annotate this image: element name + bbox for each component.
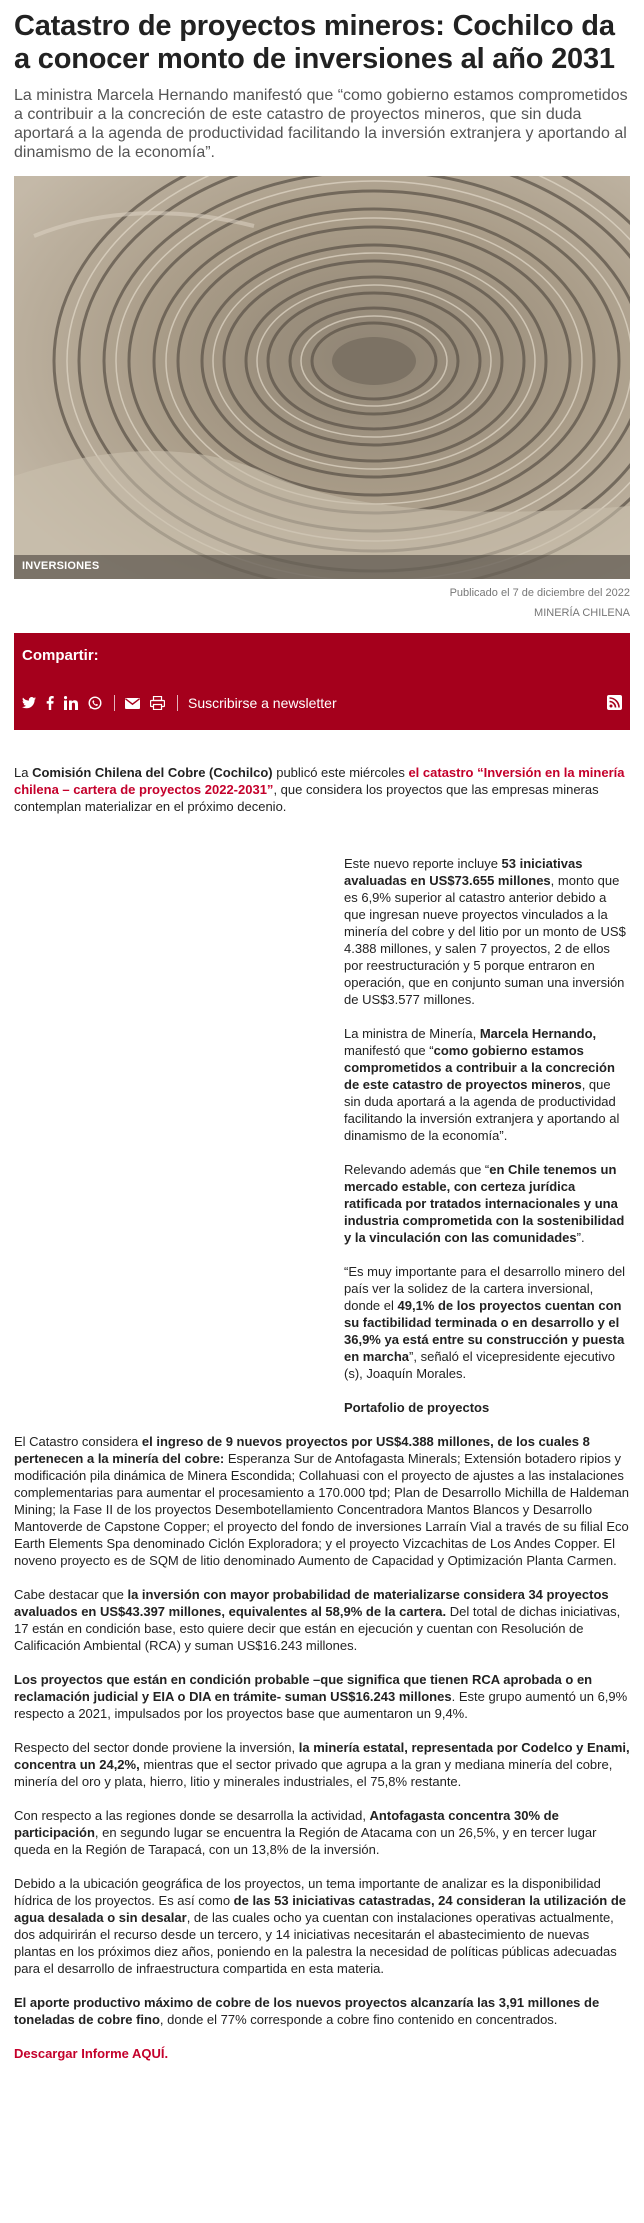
body-full-width <box>14 1433 630 2062</box>
share-divider-2 <box>177 695 178 711</box>
intro-paragraph: La Comisión Chilena del Cobre (Cochilco) publicó este miércoles el catastro “Inversión en la minería chilena – cartera de proyectos 2022-2031”, que considera los proyectos que las empresas mineras contemplan materializar en el próximo decenio. <box>14 765 625 814</box>
facebook-icon[interactable] <box>46 696 54 710</box>
email-icon[interactable] <box>125 698 140 709</box>
newsletter-link[interactable]: Suscribirse a newsletter <box>188 695 337 711</box>
paragraph-new-projects: El Catastro considera el ingreso de 9 nuevos proyectos por US$4.388 millones, de los cuales 8 pertenecen a la minería del cobre: Esperanza Sur de Antofagasta Minerals; Extensión botadero ripios y modificación pila dinámica de Minera Escondida; Collahuasi con el proyecto de ajustes a las instalaciones complementarias para aumentar el procesamiento a 170.000 tpd; Plan de Desarrollo Michilla de Haldeman Mining; la Fase II de los proyectos Desembotellamiento Concentradora Mantos Blancos y Desarrollo Mantoverde de Capstone Copper; el proyecto del fondo de inversiones Larraín Vial a través de su filial Eco Earth Elements Spa denominado Ciclón Exploradora; y el proyecto Vizcachitas de Los Andes Copper. El noveno proyecto es de SQM de litio denominado Aumento de Capacidad y Optimización Planta Carmen. <box>14 1434 629 1568</box>
share-bar <box>14 633 630 730</box>
right-column <box>344 855 630 1416</box>
share-divider <box>114 695 115 711</box>
share-icons <box>22 693 337 713</box>
paragraph-sector: Respecto del sector donde proviene la inversión, la minería estatal, representada por Codelco y Enami, concentra un 24,2%, mientras que el sector privado que agrupa a la gran y mediana minería del cobre, minería del oro y plata, hierro, litio y minerales industriales, el 75,8% restante. <box>14 1740 630 1789</box>
hero-image <box>14 176 630 579</box>
paragraph-water: Debido a la ubicación geográfica de los proyectos, un tema importante de analizar es la disponibilidad hídrica de los proyectos. Es así como de las 53 iniciativas catastradas, 24 consideran la utilización de agua desalada o sin desalar, de las cuales ocho ya cuentan con instalaciones operativas actualmente, dos adquirirán el recurso desde un tercero, y 14 iniciativas necesitarán el abastecimiento de nuevas plantas en los próximos diez años, poniendo en la palestra la necesidad de políticas públicas adecuadas para el desarrollo de infraestructura compartida en esta materia. <box>14 1876 626 1976</box>
paragraph-copper-output: El aporte productivo máximo de cobre de los nuevos proyectos alcanzaría las 3,91 millones de toneladas de cobre fino, donde el 77% corresponde a cobre fino contenido en concentrados. <box>14 1995 600 2027</box>
rss-icon[interactable] <box>607 695 622 715</box>
article-lead: La ministra Marcela Hernando manifestó que “como gobierno estamos comprometidos a contribuir a la concreción de este catastro de proyectos mineros, que sin duda aportará a la agenda de productividad facilitando la inversión extranjera y aportando al dinamismo de la economía”. <box>14 87 628 161</box>
article-title: Catastro de proyectos mineros: Cochilco da a conocer monto de inversiones al año 2031 <box>14 10 615 75</box>
image-category-tag[interactable] <box>14 555 630 579</box>
paragraph-vicepresident: “Es muy importante para el desarrollo minero del país ver la solidez de la cartera inversional, donde el 49,1% de los proyectos cuentan con su factibilidad terminada o en desarrollo y el 36,9% ya está entre su construcción y puesta en marcha”, señaló el vicepresidente ejecutivo (s), Joaquín Morales. <box>344 1264 626 1381</box>
paragraph-minister: La ministra de Minería, Marcela Hernando, manifestó que “como gobierno estamos comprometidos a contribuir a la concreción de este catastro de proyectos mineros, que sin duda aportará a la agenda de productividad facilitando la inversión extranjera y aportando al dinamismo de la economía”. <box>344 1026 620 1143</box>
subheading-portfolio: Portafolio de proyectos <box>344 1400 490 1415</box>
twitter-icon[interactable] <box>22 697 36 709</box>
open-pit-mine-photo <box>14 176 630 579</box>
download-report-link[interactable]: Descargar Informe AQUÍ. <box>14 2046 169 2061</box>
paragraph-regions: Con respecto a las regiones donde se desarrolla la actividad, Antofagasta concentra 30% de participación, en segundo lugar se encuentra la Región de Atacama con un 26,5%, y en tercer lugar queda en la Región de Tarapacá, con un 13,8% de la inversión. <box>14 1808 597 1857</box>
paragraph-probable: Los proyectos que están en condición probable –que significa que tienen RCA aprobada o en reclamación judicial y EIA o DIA en trámite- suman US$16.243 millones. Este grupo aumentó un 6,9% respecto a 2021, impulsados por los proyectos base que aumentaron un 9,4%. <box>14 1672 628 1721</box>
article-source: MINERÍA CHILENA <box>534 607 630 619</box>
paragraph-market: Relevando además que “en Chile tenemos un mercado estable, con certeza jurídica ratificada por tratados internacionales y una industria comprometida con la sostenibilidad y la vinculación con las comunidades”. <box>344 1162 625 1245</box>
image-category-label: INVERSIONES <box>22 560 100 572</box>
whatsapp-icon[interactable] <box>88 696 102 710</box>
paragraph-report: Este nuevo reporte incluye 53 iniciativas avaluadas en US$73.655 millones, monto que es 6,9% superior al catastro anterior debido a que ingresan nueve proyectos vinculados a la minería del cobre y del litio por un monto de US$ 4.388 millones, y salen 7 proyectos, 2 de ellos por reestructuración y 5 porque entraron en operación, que en conjunto suman una inversión de US$3.577 millones. <box>344 856 626 1007</box>
cochilco-name: Comisión Chilena del Cobre (Cochilco) <box>32 765 273 780</box>
print-icon[interactable] <box>150 696 165 710</box>
publish-date: Publicado el 7 de diciembre del 2022 <box>449 587 630 599</box>
catastro-link[interactable]: el catastro “Inversión en la minería chilena – cartera de proyectos 2022-2031” <box>14 765 625 797</box>
linkedin-icon[interactable] <box>64 696 78 710</box>
paragraph-probability: Cabe destacar que la inversión con mayor probabilidad de materializarse considera 34 proyectos avaluados en US$43.397 millones, equivalentes al 58,9% de la cartera. Del total de dichas iniciativas, 17 están en condición base, esto quiere decir que están en ejecución y cuentan con Resolución de Calificación Ambiental (RCA) y suman US$16.243 millones. <box>14 1587 621 1653</box>
share-label: Compartir: <box>22 647 99 664</box>
